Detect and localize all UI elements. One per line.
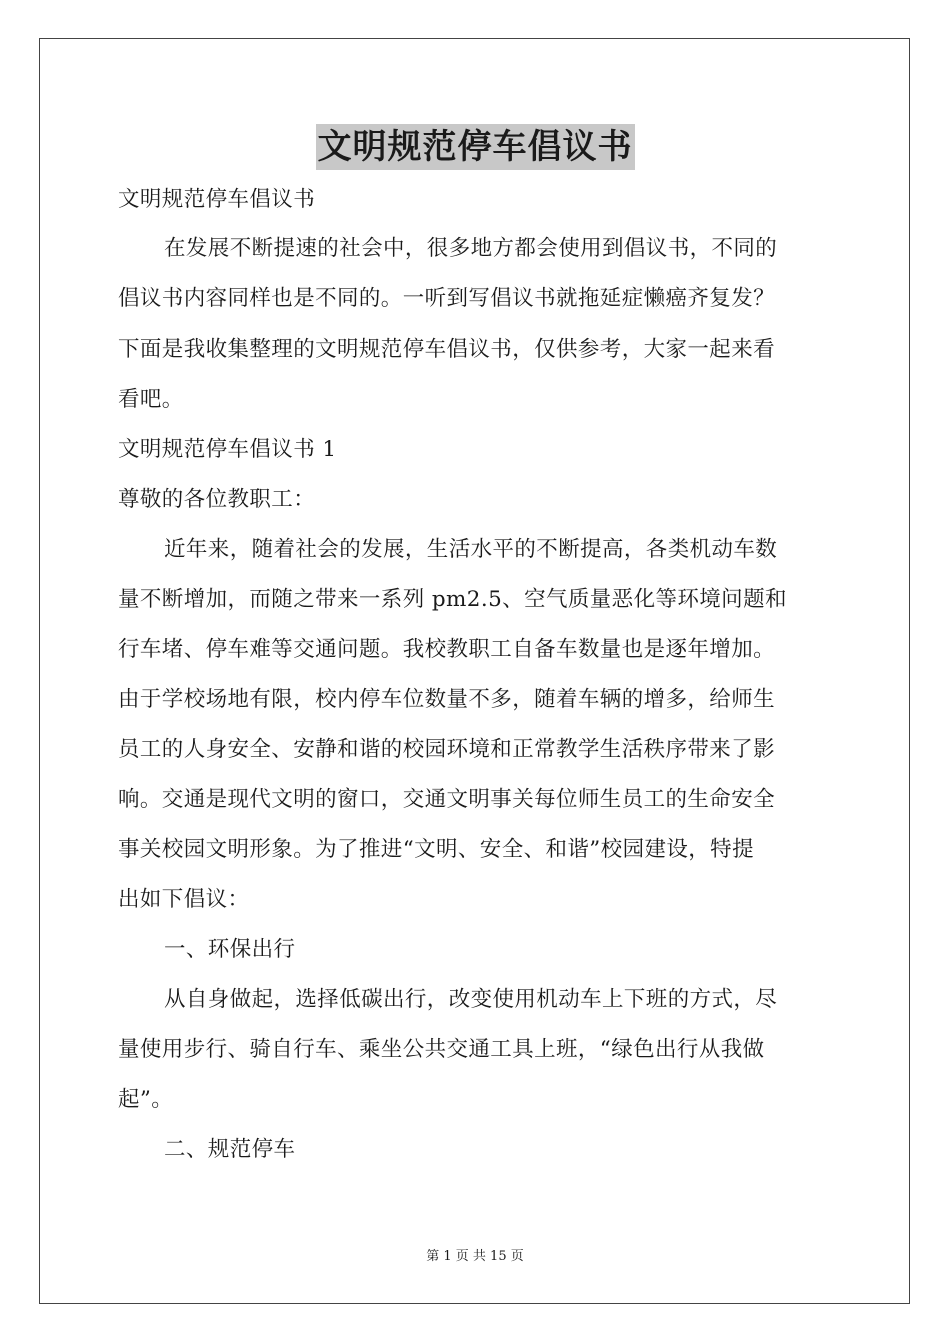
paragraph-line: 在发展不断提速的社会中，很多地方都会使用到倡议书，不同的 [164, 236, 778, 261]
document-title: 文明规范停车倡议书 [316, 124, 635, 170]
paragraph-line: 事关校园文明形象。为了推进“文明、安全、和谐”校园建设，特提 [118, 837, 754, 862]
paragraph-line: 量不断增加，而随之带来一系列 pm2.5、空气质量恶化等环境问题和 [118, 587, 787, 612]
paragraph-line: 倡议书内容同样也是不同的。一听到写倡议书就拖延症懒癌齐复发？ [118, 286, 776, 311]
paragraph-line: 员工的人身安全、安静和谐的校园环境和正常教学生活秩序带来了影 [118, 737, 776, 762]
section-heading: 文明规范停车倡议书 1 [118, 437, 337, 462]
document-title-wrap [0, 124, 950, 170]
paragraph-line: 看吧。 [118, 387, 184, 412]
salutation: 尊敬的各位教职工： [118, 487, 316, 512]
paragraph-line: 由于学校场地有限，校内停车位数量不多，随着车辆的增多，给师生 [118, 687, 776, 712]
paragraph-line: 响。交通是现代文明的窗口，交通文明事关每位师生员工的生命安全 [118, 787, 776, 812]
page-footer: 第 1 页 共 15 页 [426, 1249, 524, 1264]
paragraph-line: 起”。 [118, 1087, 174, 1112]
paragraph-line: 行车堵、停车难等交通问题。我校教职工自备车数量也是逐年增加。 [118, 637, 776, 662]
paragraph-line: 近年来，随着社会的发展，生活水平的不断提高，各类机动车数 [164, 537, 778, 562]
subsection-heading: 二、规范停车 [164, 1137, 296, 1162]
paragraph-line: 文明规范停车倡议书 [118, 187, 316, 212]
paragraph-line: 出如下倡议： [118, 887, 250, 912]
subsection-heading: 一、环保出行 [164, 937, 296, 962]
paragraph-line: 量使用步行、骑自行车、乘坐公共交通工具上班，“绿色出行从我做 [118, 1037, 765, 1062]
paragraph-line: 从自身做起，选择低碳出行，改变使用机动车上下班的方式，尽 [164, 987, 778, 1012]
page-border [39, 38, 910, 1304]
paragraph-line: 下面是我收集整理的文明规范停车倡议书，仅供参考，大家一起来看 [118, 337, 776, 362]
